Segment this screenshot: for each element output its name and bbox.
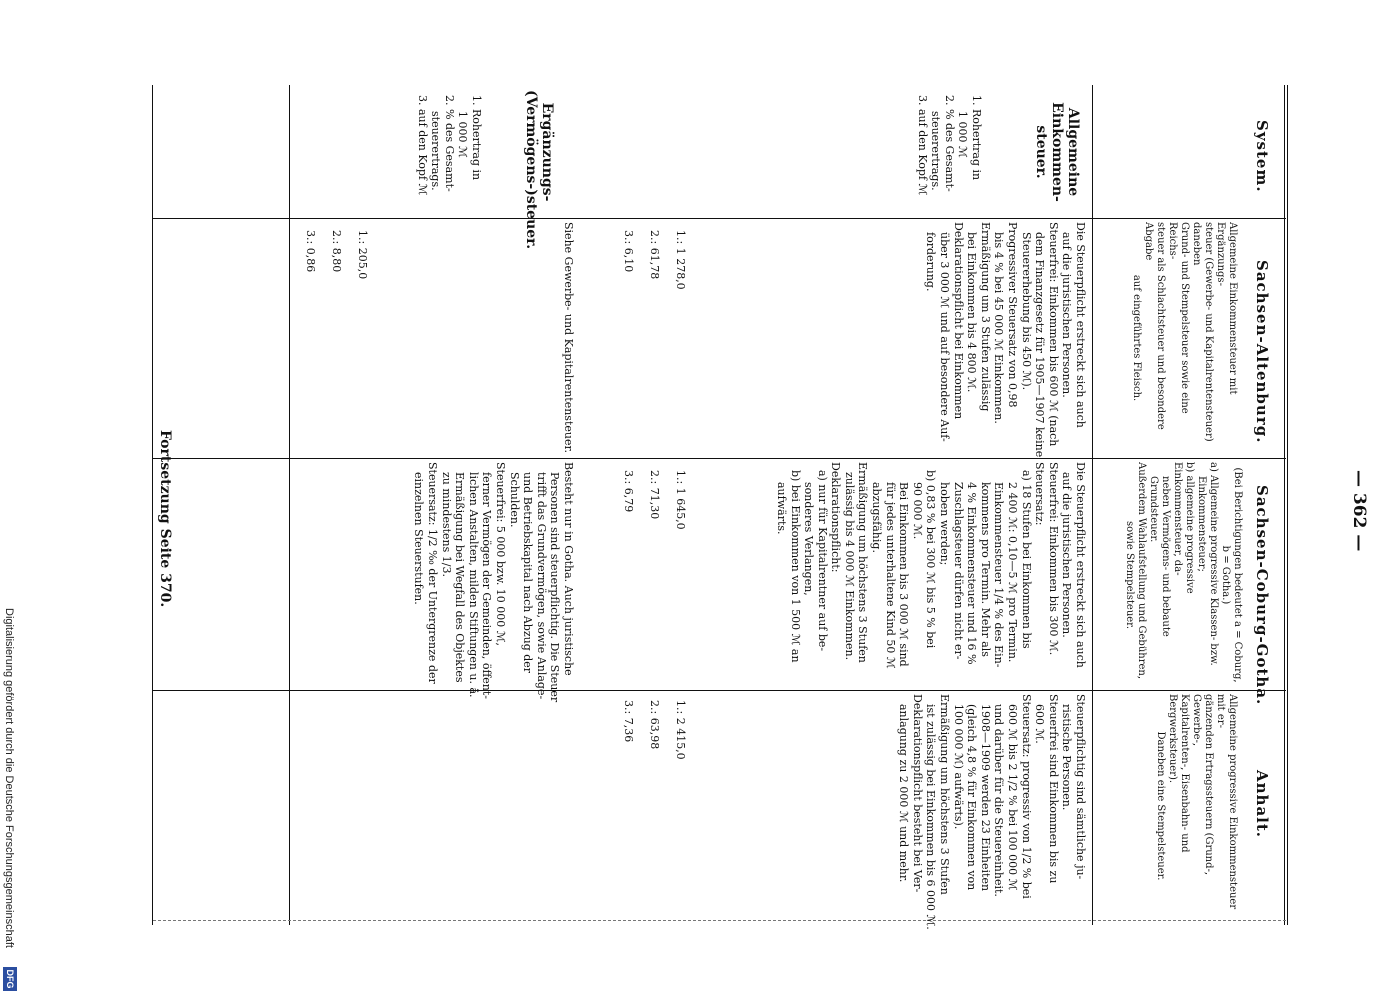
table-top-rule: [1284, 85, 1288, 925]
text-line: Personen sind steuerpflichtig. Die Steuer: [548, 472, 562, 703]
text-line: Steuerfrei: Einkommen bis 600 ℳ (nach: [1046, 222, 1060, 447]
text-line: Ermäßigung um 3 Stufen zulässig: [978, 222, 992, 412]
text-line: a) 18 Stufen bei Einkommen bis: [1019, 470, 1033, 649]
text-line: Steuerfrei: 5 000 bzw. 10 000 ℳ,: [494, 462, 508, 647]
text-line: einzelnen Steuerstufen.: [412, 472, 426, 605]
row-label-rule: [289, 85, 290, 925]
text-line: Ermäßigung um höchstens 3 Stufen: [938, 694, 952, 895]
text-line: Steuersatz:: [1033, 462, 1047, 526]
wealth-tax-label: Ergänzungs-(Vermögens-)steuer.: [523, 90, 555, 250]
column-rule-2: [153, 458, 1286, 459]
stat-value: 1.: 1 645,0: [674, 470, 687, 530]
wealth-tax-altenburg: [561, 222, 575, 456]
text-line: b = Gotha.): [1220, 545, 1231, 605]
overview-anhalt: [1154, 694, 1238, 918]
text-line: 1 000 ℳ: [456, 111, 470, 158]
income-stats-coburg-gotha: [615, 470, 693, 530]
header-rule: [1092, 85, 1093, 925]
text-line: a) Allgemeine progressive Klassen- bzw.: [1208, 462, 1219, 666]
stat-value: 1.: 205,0: [356, 230, 369, 280]
text-line: 2. % des Gesamt-: [442, 95, 456, 192]
income-tax-anhalt: [897, 694, 1087, 930]
text-line: Progressiver Steuersatz von 0,98: [1006, 222, 1020, 408]
header-coburg-gotha: Sachsen-Coburg-Gotha.: [1253, 485, 1271, 706]
text-line: 2 400 ℳ: 0,10—5 ℳ pro Termin.: [1006, 482, 1020, 663]
stat-value: 3.: 6,10: [622, 230, 635, 273]
text-line: bei Einkommen bis 4 800 ℳ.: [965, 232, 979, 393]
wealth-tax-coburg-gotha: [412, 462, 575, 703]
text-line: Deklarationspflicht bei Einkommen: [951, 222, 965, 420]
dfg-logo: DFG: [3, 967, 17, 991]
text-line: Die Steuerpflicht erstreckt sich auch: [1074, 462, 1087, 668]
text-line: Ermäßigung bei Wegfall des Objektes: [453, 472, 467, 683]
text-line: sonderes Verlangen,: [802, 482, 816, 596]
text-line: b) 0,83 % bei 300 ℳ bis 5 % bei: [924, 470, 938, 649]
text-line: lichen Anstalten, milden Stiftungen u. ä.: [466, 472, 480, 698]
text-line: steuer (Gewerbe- und Kapitalrentensteuer) daneben: [1191, 222, 1214, 442]
text-line: für jedes unterhaltene Kind 50 ℳ: [883, 482, 897, 669]
text-line: Siehe Gewerbe- und Kapitalrentensteuer.: [562, 222, 575, 454]
text-line: neben Vermögens- und bebaute Grundsteuer.: [1148, 476, 1171, 637]
stat-value: 1.: 2 415,0: [674, 700, 687, 760]
header-system: System.: [1253, 120, 1271, 193]
income-stats-anhalt: [615, 700, 693, 760]
stat-value: 2.: 61,78: [648, 230, 661, 280]
text-line: ristische Personen.: [1060, 704, 1074, 811]
text-line: 90 000 ℳ.: [910, 482, 924, 540]
overview-altenburg: [1130, 222, 1238, 454]
header-altenburg: Sachsen-Altenburg.: [1253, 260, 1271, 444]
text-line: und darüber für die Steuereinheit.: [992, 704, 1006, 897]
text-line: abzugsfähig.: [870, 482, 884, 553]
text-line: anlagung zu 2 000 ℳ und mehr.: [897, 704, 911, 883]
text-line: steuer als Schlachtsteuer und besondere Abgabe: [1143, 222, 1166, 430]
text-line: Daneben eine Stempelsteuer.: [1155, 731, 1166, 881]
text-line: aufwärts.: [774, 482, 788, 535]
text-line: (Bei Berichtigungen bedeutet a = Coburg,: [1232, 467, 1243, 683]
income-tax-altenburg: [924, 222, 1087, 456]
text-line: ist zulässig bei Einkommen bis 6 000 ℳ.: [924, 704, 938, 930]
text-line: sowie Stempelsteuer.: [1124, 520, 1135, 630]
text-line: 1. Rohertrag in: [470, 95, 483, 181]
text-line: Steuerfrei sind Einkommen bis zu: [1046, 694, 1060, 884]
text-line: 2. % des Gesamt-: [942, 95, 956, 192]
text-line: 1. Rohertrag in: [970, 95, 983, 181]
column-rule-3: [153, 690, 1286, 691]
text-line: Besteht nur in Gotha. Auch juristische: [562, 462, 575, 676]
text-line: Bei Einkommen bis 3 000 ℳ sind: [897, 482, 911, 667]
text-line: auf die juristischen Personen.: [1060, 232, 1074, 398]
header-anhalt: Anhalt.: [1253, 770, 1271, 839]
text-line: über 3 000 ℳ und auf besondere Auf-: [938, 232, 952, 442]
column-rule-1: [153, 218, 1286, 219]
column-rule-4: [153, 920, 1286, 921]
text-line: hoben werden;: [938, 482, 952, 566]
stat-value: 2.: 71,30: [648, 470, 661, 520]
text-line: trifft das Grundvermögen, sowie Anlage-: [534, 472, 548, 700]
text-line: Steuersatz: 1/2 ‰ der Untergrenze der: [426, 462, 440, 684]
text-line: 600 ℳ.: [1033, 704, 1047, 744]
text-line: b) allgemeine progressive Einkommensteuer, da-: [1172, 462, 1195, 594]
stat-value: 2.: 63,98: [648, 700, 661, 750]
text-line: zulässig bis 4 000 ℳ Einkommen.: [842, 472, 856, 661]
wealth-tax-measures: [415, 95, 483, 195]
text-line: 3. auf den Kopf ℳ: [915, 95, 929, 196]
income-tax-coburg-gotha: [774, 462, 1087, 688]
continuation-note: Fortsetzung Seite 370.: [157, 430, 173, 608]
text-line: Außerdem Wahlaufstellung und Gebühren,: [1136, 462, 1147, 680]
text-line: (gleich 4,8 % für Einkommen von: [965, 704, 979, 891]
text-line: auf die juristischen Personen.: [1060, 472, 1074, 638]
text-line: forderung.: [924, 232, 938, 292]
digitization-footer: Digitalisierung gefördert durch die Deutsche Forschungsgemeinschaft: [3, 608, 15, 948]
page-number: — 362 —: [1349, 470, 1369, 552]
stat-value: 3.: 6,79: [622, 470, 635, 513]
text-line: Steuerfrei: Einkommen bis 300 ℳ.: [1046, 462, 1060, 656]
text-line: Kapitalrenten-, Eisenbahn- und Bergwerksteuer).: [1167, 694, 1190, 853]
text-line: steuerertrags.: [929, 111, 943, 191]
text-line: 4 % Einkommensteuer und 16 %: [965, 482, 979, 665]
stat-value: 3.: 7,36: [622, 700, 635, 743]
table-bottom-rule: [152, 85, 153, 925]
text-line: Schulden.: [507, 472, 521, 528]
text-line: Allgemeine Einkommensteuer mit Ergänzungs-: [1215, 222, 1238, 395]
text-line: ferner Vermögen der Gemeinden, öffent-: [480, 472, 494, 700]
text-line: Deklarationspflicht besteht bei Ver-: [910, 694, 924, 893]
text-line: Grund- und Stempelsteuer sowie eine Reichs-: [1167, 222, 1190, 414]
text-line: und Betriebskapital nach Abzug der: [521, 472, 535, 674]
income-stats-altenburg: [615, 230, 693, 290]
text-line: Steuersatz: progressiv von 1/2 % bei: [1019, 694, 1033, 899]
text-line: Einkommensteuer;: [1196, 476, 1207, 572]
text-line: Deklarationspflicht:: [829, 462, 843, 573]
text-line: kommens pro Termin. Mehr als: [978, 482, 992, 657]
text-line: dem Finanzgesetz für 1905—1907 keine: [1033, 232, 1047, 458]
text-line: Ermäßigung um höchstens 3 Stufen: [856, 462, 870, 663]
text-line: 600 ℳ bis 2 1/2 % bei 100 000 ℳ: [1006, 704, 1020, 891]
text-line: Zuschlagsteuer dürfen nicht er-: [951, 482, 965, 660]
text-line: 1 000 ℳ: [956, 111, 970, 158]
text-line: b) bei Einkommen von 1 500 ℳ an: [788, 470, 802, 663]
text-line: Einkommensteuer 1/4 % des Ein-: [992, 482, 1006, 668]
text-line: 1908—1909 werden 23 Einheiten: [978, 704, 992, 892]
wealth-stats-coburg-gotha: [297, 230, 375, 279]
text-line: auf eingeführtes Fleisch.: [1131, 274, 1142, 402]
overview-coburg-gotha: [1123, 462, 1243, 688]
text-line: Allgemeine progressive Einkommensteuer mit er-: [1215, 694, 1238, 910]
text-line: zu mindestens 1/3.: [439, 472, 453, 577]
text-line: Die Steuerpflicht erstreckt sich auch: [1074, 222, 1087, 428]
text-line: 3. auf den Kopf ℳ: [415, 95, 429, 196]
income-tax-label: Allgemeine Einkommen-steuer.: [1033, 102, 1081, 202]
stat-value: 1.: 1 278,0: [674, 230, 687, 290]
text-line: gänzenden Ertragssteuern (Grund-, Gewerbe-,: [1191, 694, 1214, 876]
stat-value: 2.: 8,80: [330, 230, 343, 273]
stat-value: 3.: 0,86: [304, 230, 317, 273]
text-line: 100 000 ℳ) aufwärts).: [951, 704, 965, 830]
text-line: steuerertrags.: [429, 111, 443, 191]
text-line: Steuererhebung bis 450 ℳ).: [1019, 232, 1033, 391]
text-line: bis 4 % bei 45 000 ℳ Einkommen.: [992, 232, 1006, 424]
text-line: a) nur für Kapitalrentner auf be-: [815, 470, 829, 652]
text-line: Steuerpflichtig sind sämtliche ju-: [1074, 694, 1087, 880]
income-tax-measures: [915, 95, 983, 195]
